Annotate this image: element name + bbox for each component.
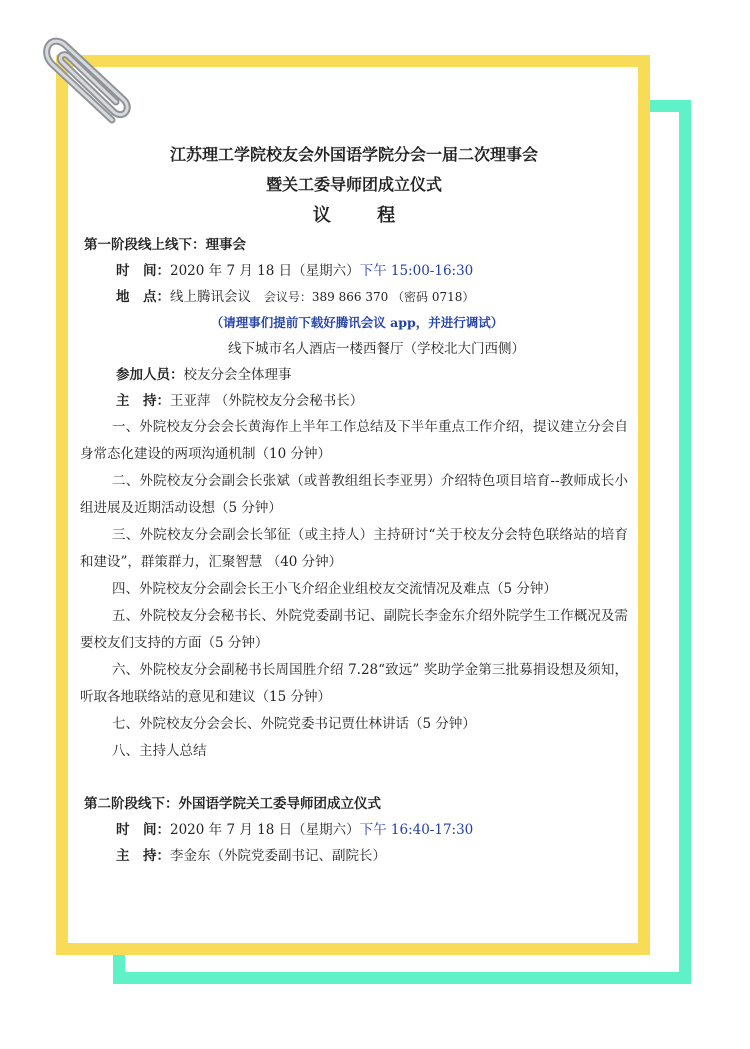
stage1-host: 王亚萍 （外院校友分会秘书长） — [170, 393, 364, 409]
stage1-participants-label: 参加人员： — [116, 367, 184, 383]
stage1-time-row — [80, 258, 628, 284]
title-line-3: 议 程 — [312, 205, 416, 226]
stage2-heading: 第二阶段线下：外国语学院关工委导师团成立仪式 — [84, 796, 381, 812]
agenda-document — [80, 140, 628, 869]
stage2-time-row — [80, 817, 628, 843]
agenda-item-4: 四、外院校友分会副会长王小飞介绍企业组校友交流情况及难点（5 分钟） — [112, 581, 557, 597]
agenda-item-7: 七、外院校友分会会长、外院党委书记贾仕林讲话（5 分钟） — [112, 716, 476, 732]
agenda-item-5: 五、外院校友分会秘书长、外院党委副书记、副院长李金东介绍外院学生工作概况及需要校友们支持的方面（5 分钟） — [80, 608, 628, 651]
stage1-host-label: 主 持： — [116, 393, 170, 409]
title-line-1: 江苏理工学院校友会外国语学院分会一届二次理事会 — [169, 145, 538, 164]
stage1-meeting-id: 会议号：389 866 370 （密码 0718） — [263, 290, 475, 304]
stage1-time-date: 2020 年 7 月 18 日（星期六） — [170, 263, 360, 279]
agenda-item-8: 八、主持人总结 — [112, 743, 207, 759]
agenda-item-1: 一、外院校友分会会长黄海作上半年工作总结及下半年重点工作介绍，提议建立分会自身常态化建设的两项沟通机制（10 分钟） — [80, 419, 628, 462]
stage2-time-range: 下午 16:40-17:30 — [359, 822, 474, 838]
agenda-item-3: 三、外院校友分会副会长邹征（或主持人）主持研讨“关于校友分会特色联络站的培育和建设”，群策群力，汇聚智慧 （40 分钟） — [80, 527, 628, 570]
stage1-place-row — [80, 284, 628, 310]
stage1-place-online: 线上腾讯会议 — [170, 289, 251, 305]
stage2-time-label: 时 间： — [116, 822, 170, 838]
stage1-heading: 第一阶段线上线下：理事会 — [84, 237, 246, 253]
stage1-time-range: 下午 15:00-16:30 — [359, 263, 474, 279]
agenda-item-2: 二、外院校友分会副会长张斌（或普教组组长李亚男）介绍特色项目培育--教师成长小组进展及近期活动设想（5 分钟） — [80, 473, 628, 516]
stage1-participants: 校友分会全体理事 — [183, 367, 292, 383]
stage2-host: 李金东（外院党委副书记、副院长） — [170, 848, 386, 864]
agenda-item-6: 六、外院校友分会副秘书长周国胜介绍 7.28“致远” 奖助学金第三批募捐设想及须知，听取各地联络站的意见和建议（15 分钟） — [80, 662, 628, 705]
stage1-host-row — [80, 388, 628, 414]
stage1-participants-row — [80, 362, 628, 388]
stage1-place-offline: 线下城市名人酒店一楼西餐厅（学校北大门西侧） — [228, 341, 525, 357]
stage1-place-label: 地 点： — [116, 289, 170, 305]
stage2-host-label: 主 持： — [116, 848, 170, 864]
stage2-time-date: 2020 年 7 月 18 日（星期六） — [170, 822, 360, 838]
paperclip-icon — [28, 28, 136, 128]
stage2-host-row — [80, 843, 628, 869]
stage1-time-label: 时 间： — [116, 263, 170, 279]
stage1-note: （请理事们提前下载好腾讯会议 app，并进行调试） — [210, 315, 504, 330]
title-line-2: 暨关工委导师团成立仪式 — [265, 175, 442, 194]
